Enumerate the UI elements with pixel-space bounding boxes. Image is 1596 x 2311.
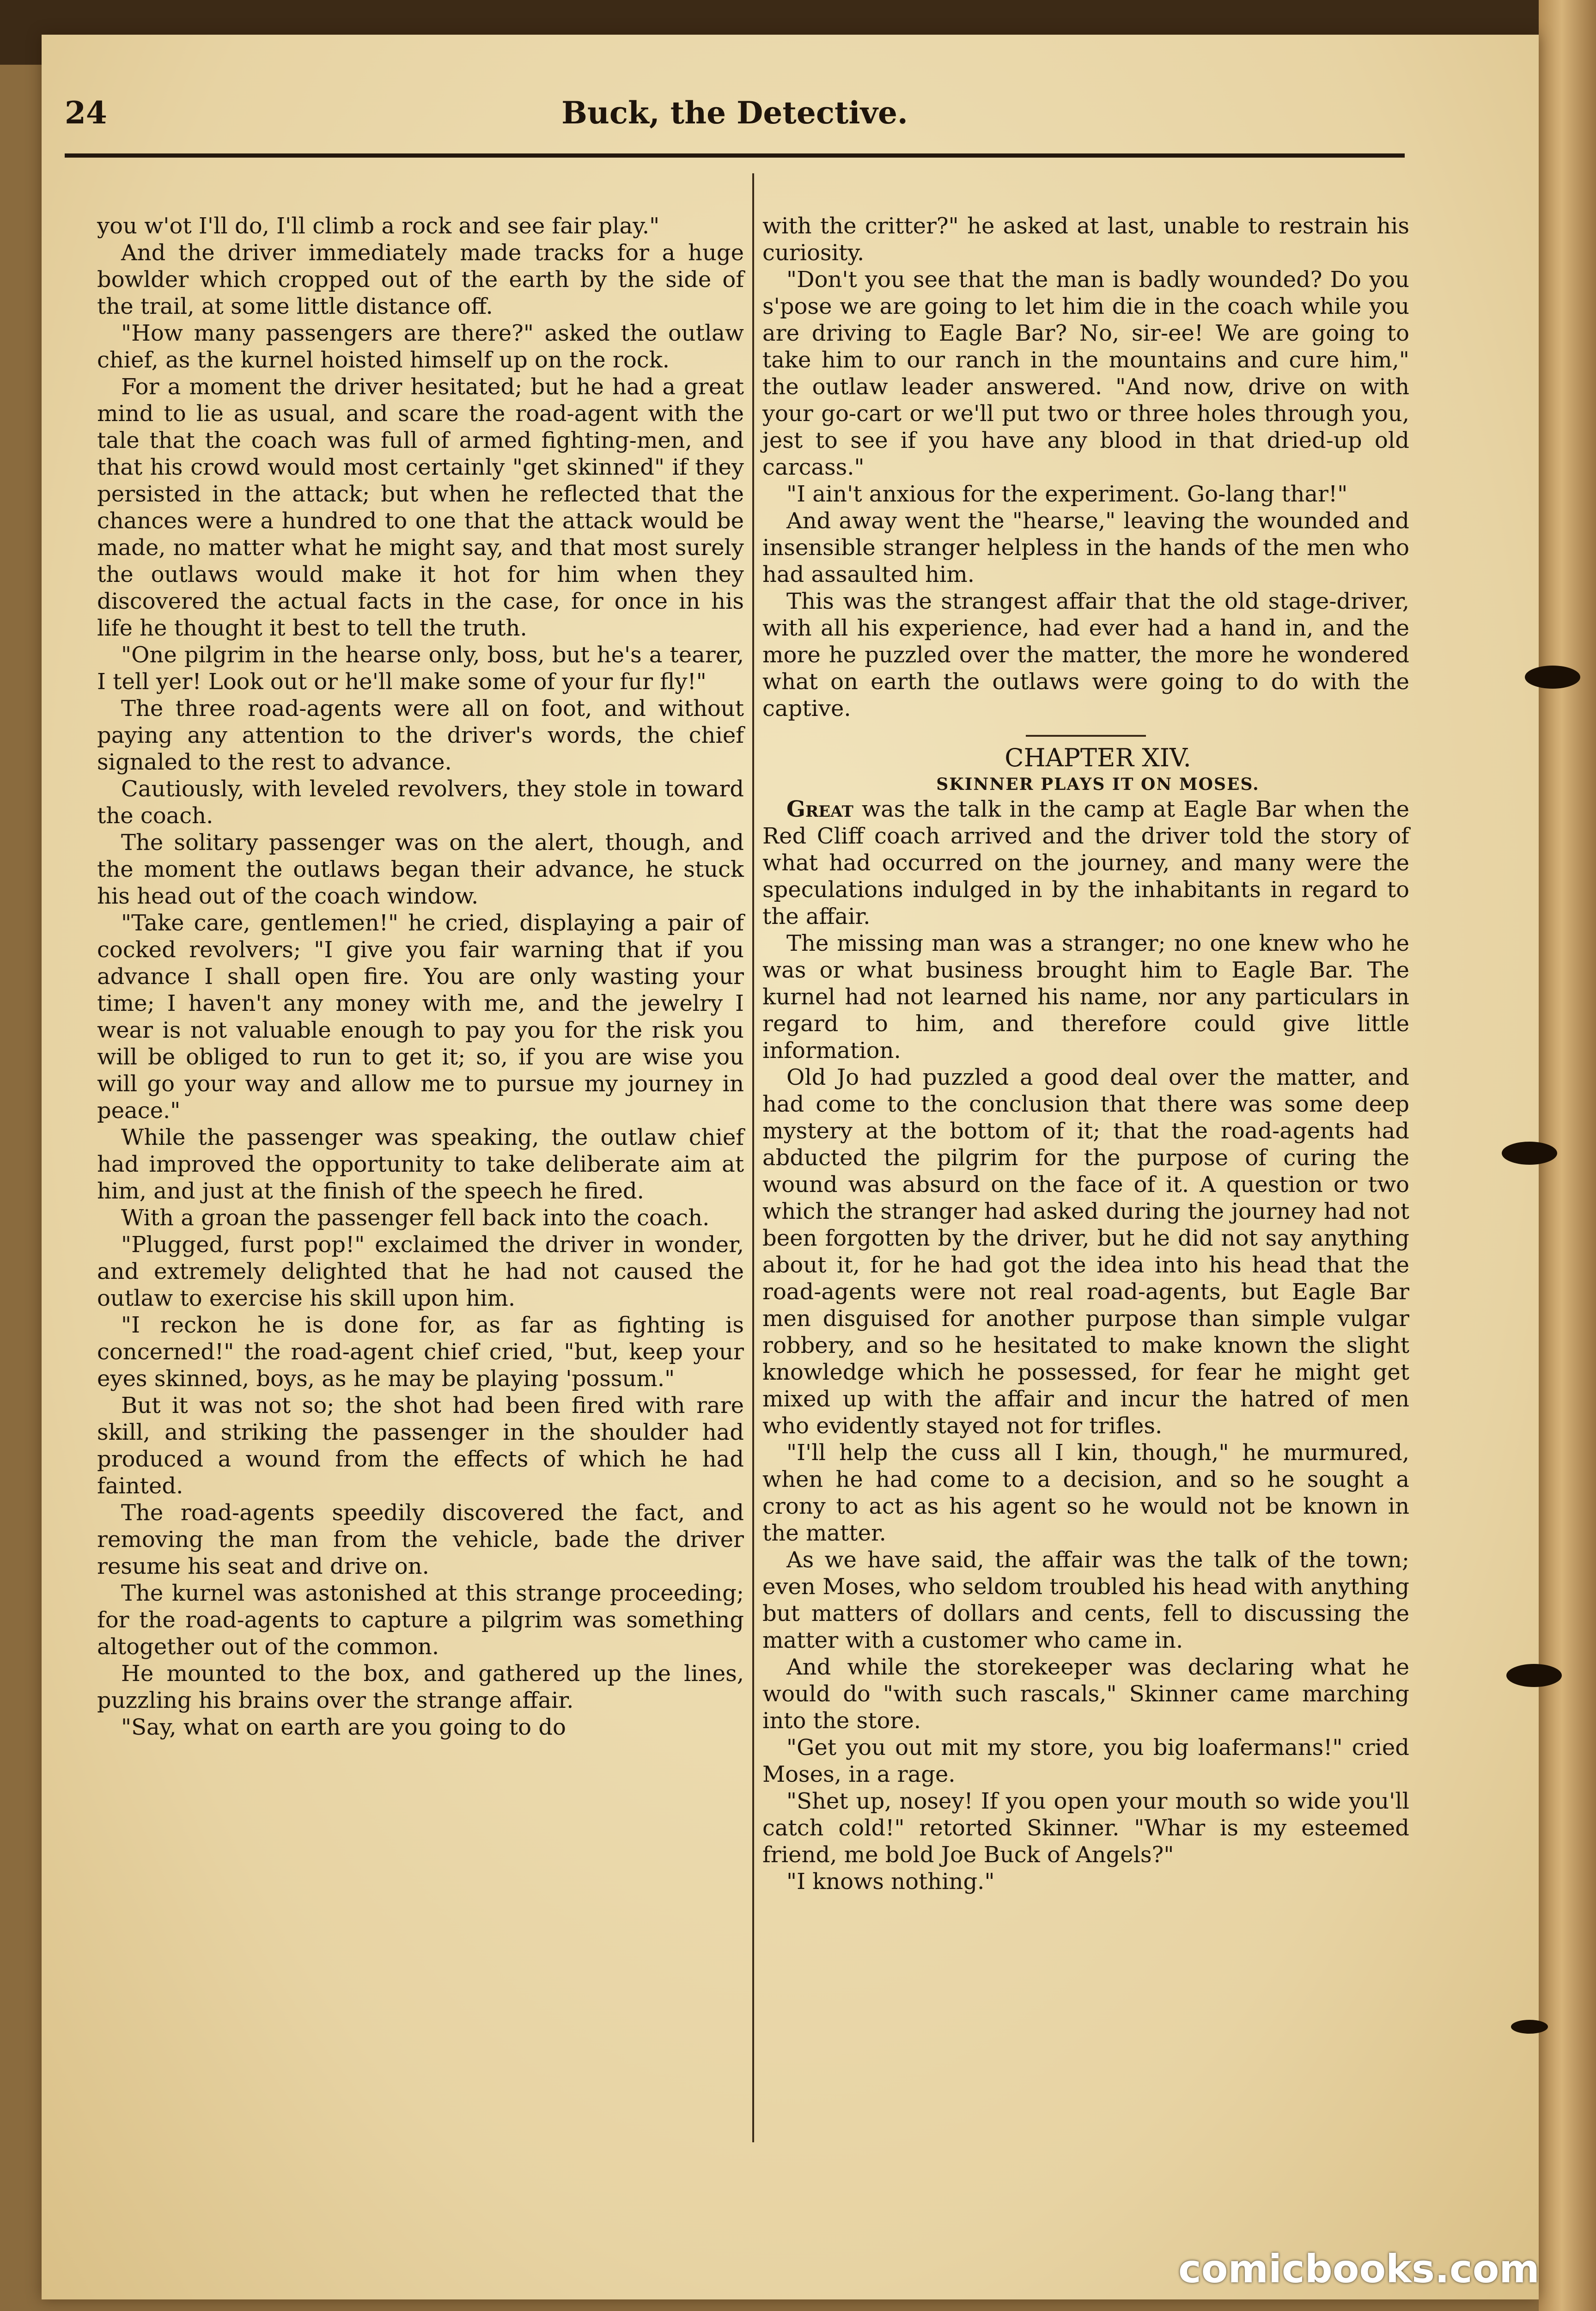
- paragraph: "I ain't anxious for the experiment. Go-lang thar!": [786, 481, 1348, 507]
- paragraph: "Don't you see that the man is badly wounded? Do you s'pose we are going to let him die in the coach while you are driving to Eagle Bar? No, sir-ee! We are going to take him to our ranch in the mountains and cure him," the outlaw leader answered. "And now, drive on with your go-cart or we'll put two or three holes through you, jest to see if you have any blood in that dried-up old carcass.": [762, 267, 1409, 480]
- paragraph: you w'ot I'll do, I'll climb a rock and see fair play.": [97, 213, 660, 239]
- binding-hole: [1506, 1664, 1562, 1687]
- paragraph: "I'll help the cuss all I kin, though," he murmured, when he had come to a decision, and so he sought a crony to act as his agent so he would not be known in the matter.: [762, 1440, 1409, 1546]
- paragraph: "I knows nothing.": [786, 1869, 995, 1895]
- page-number: 24: [65, 95, 107, 131]
- paragraph: The road-agents speedily discovered the fact, and removing the man from the vehicle, bade the driver resume his seat and drive on.: [97, 1500, 744, 1579]
- paragraph: "Shet up, nosey! If you open your mouth so wide you'll catch cold!" retorted Skinner. "Whar is my esteemed friend, me bold Joe Buck of Angels?": [762, 1788, 1409, 1868]
- right-column: [762, 213, 1409, 1895]
- paragraph: "Take care, gentlemen!" he cried, displaying a pair of cocked revolvers; "I give you fair warning that if you advance I shall open fire. You are only wasting your time; I haven't any money with me, and the jewelry I wear is not valuable enough to pay you for the risk you will be obliged to run to get it; so, if you are wise you will go your way and allow me to pursue my journey in peace.": [97, 910, 744, 1124]
- binding-hole: [1502, 1142, 1557, 1165]
- paragraph: "Plugged, furst pop!" exclaimed the driver in wonder, and extremely delighted that he had not caused the outlaw to exercise his skill upon him.: [97, 1232, 744, 1311]
- paragraph: With a groan the passenger fell back into the coach.: [121, 1205, 710, 1231]
- chapter-subtitle: SKINNER PLAYS IT ON MOSES.: [936, 775, 1260, 794]
- paragraph: with the critter?" he asked at last, unable to restrain his curiosity.: [762, 213, 1409, 266]
- paragraph: "How many passengers are there?" asked the outlaw chief, as the kurnel hoisted himself up on the rock.: [97, 320, 744, 373]
- running-title: Buck, the Detective.: [561, 95, 908, 131]
- paragraph: And away went the "hearse," leaving the wounded and insensible stranger helpless in the hands of the men who had assaulted him.: [762, 508, 1409, 587]
- paragraph: This was the strangest affair that the old stage-driver, with all his experience, had ever had a hand in, and the more he puzzled over the matter, the more he wondered what on earth the outlaws were going to do with the captive.: [762, 588, 1409, 721]
- paragraph: But it was not so; the shot had been fired with rare skill, and striking the passenger in the shoulder had produced a wound from the effects of which he had fainted.: [97, 1393, 744, 1499]
- chapter-opening-paragraph: [762, 796, 1409, 930]
- paragraph: "Get you out mit my store, you big loafermans!" cried Moses, in a rage.: [762, 1735, 1409, 1787]
- paragraph: And the driver immediately made tracks for a huge bowlder which cropped out of the earth by the side of the trail, at some little distance off.: [97, 240, 744, 319]
- binding-hole: [1525, 666, 1580, 689]
- page-header: [65, 95, 1405, 155]
- paragraph: While the passenger was speaking, the outlaw chief had improved the opportunity to take deliberate aim at him, and just at the finish of the speech he fired.: [97, 1125, 744, 1204]
- paragraph: Cautiously, with leveled revolvers, they stole in toward the coach.: [97, 776, 744, 829]
- paragraph: "One pilgrim in the hearse only, boss, but he's a tearer, I tell yer! Look out or he'll make some of your fur fly!": [97, 642, 744, 695]
- paragraph: The solitary passenger was on the alert, though, and the moment the outlaws began their advance, he stuck his head out of the coach window.: [97, 830, 744, 909]
- header-rule: [65, 153, 1405, 158]
- paragraph: "Say, what on earth are you going to do: [121, 1714, 566, 1740]
- right-column-after-chapter: [762, 930, 1409, 1895]
- paragraph: As we have said, the affair was the talk of the town; even Moses, who seldom troubled his head with anything but matters of dollars and cents, fell to discussing the matter with a customer who came in.: [762, 1547, 1409, 1653]
- binding-hole: [1511, 2020, 1548, 2034]
- paragraph: The missing man was a stranger; no one knew who he was or what business brought him to Eagle Bar. The kurnel had not learned his name, nor any particulars in regard to him, and therefore could give little information.: [762, 930, 1409, 1064]
- paragraph: "I reckon he is done for, as far as fighting is concerned!" the road-agent chief cried, "but, keep your eyes skinned, boys, as he may be playing 'possum.": [97, 1312, 744, 1392]
- chapter-rule: [1026, 735, 1146, 737]
- column-divider: [752, 173, 754, 2142]
- paragraph: For a moment the driver hesitated; but he had a great mind to lie as usual, and scare the road-agent with the tale that the coach was full of armed fighting-men, and that his crowd would most certainly "get skinned" if they persisted in the attack; but when he reflected that the chances were a hundred to one that the attack would be made, no matter what he might say, and that most surely the outlaws would make it hot for him when they discovered the actual facts in the case, for once in his life he thought it best to tell the truth.: [97, 374, 744, 641]
- paragraph: The three road-agents were all on foot, and without paying any attention to the driver's words, the chief signaled to the rest to advance.: [97, 696, 744, 775]
- paragraph: And while the storekeeper was declaring what he would do "with such rascals," Skinner came marching into the store.: [762, 1654, 1409, 1734]
- chapter-title: CHAPTER XIV.: [1005, 743, 1191, 772]
- paragraph: The kurnel was astonished at this strange proceeding; for the road-agents to capture a pilgrim was something altogether out of the common.: [97, 1580, 744, 1660]
- chapter-lead-text: was the talk in the camp at Eagle Bar when the Red Cliff coach arrived and the driver told the story of what had occurred on the journey, and many were the speculations indulged in by the inhabitants in regard to the affair.: [762, 796, 1409, 929]
- paragraph: Old Jo had puzzled a good deal over the matter, and had come to the conclusion that there was some deep mystery at the bottom of it; that the road-agents had abducted the pilgrim for the purpose of curing the wound was absurd on the face of it. A question or two which the stranger had asked during the journey had not been forgotten by the driver, but he did not say anything about it, for he had got the idea into his head that the road-agents were not real road-agents, but Eagle Bar men disguised for another purpose than simple vulgar robbery, and so he hesitated to make known the slight knowledge which he possessed, for fear he might get mixed up with the affair and incur the hatred of men who evidently stayed not for trifles.: [762, 1064, 1409, 1439]
- left-column: [97, 213, 744, 1741]
- watermark-logo: comicbooks.com: [1178, 2246, 1540, 2292]
- paragraph: He mounted to the box, and gathered up the lines, puzzling his brains over the strange affair.: [97, 1661, 744, 1713]
- chapter-lead-word: Great: [786, 796, 853, 822]
- right-column-before-chapter: [762, 213, 1409, 722]
